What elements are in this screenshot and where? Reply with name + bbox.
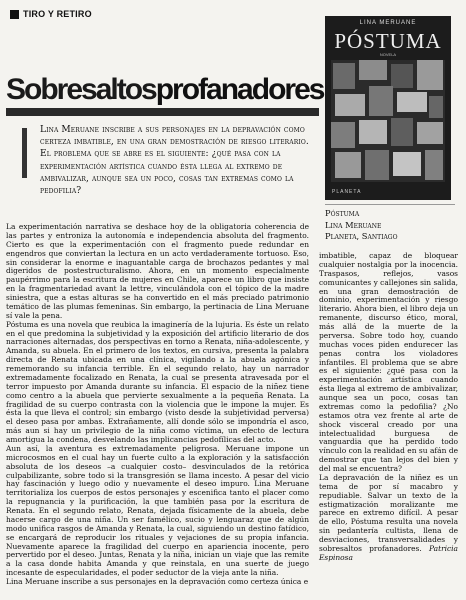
body-column-left — [6, 223, 309, 587]
book-cover — [325, 16, 451, 200]
body-column-right — [319, 252, 458, 563]
cover-title: PÓSTUMA — [334, 29, 442, 53]
section-label: TIRO Y RETIRO — [23, 9, 92, 19]
section-marker-icon — [10, 10, 19, 19]
lead-paragraph: Lina Meruane inscribe a sus personajes en la depravación como certeza imbatible, en una gran demostración de riesgo literario. El problema que se abre es el siguiente: ¿qué pasa con la experimentación artística cuando ésta llega al extremo de ambivalizar, aunque sea un poco, cosas tan extremas como la pedofilia? — [40, 125, 309, 197]
author-byline: Patricia Espinosa — [319, 543, 458, 562]
caption-author: Lina Meruane — [325, 219, 382, 230]
caption-publisher: Planeta, Santiago — [325, 231, 398, 241]
title-rule — [6, 108, 319, 116]
cover-publisher: PLANETA — [332, 189, 362, 195]
title-part-2: profanadores — [155, 73, 324, 106]
article-title — [6, 75, 323, 105]
body-paragraph: La experimentación narrativa se deshace hoy de la obligatoria coherencia de las partes y entroniza la autonomía e independencia absoluta del fragmento. Cierto es que la experimentación con el fragmento puede redundar en engendros que conviertan la lectura en un acto verdaderamente tortuoso. Eso, sin considerar la enorme e inaguantable carga de brochazos pedantes y mal digeridos de postestructuralismo. Ahora, en un momento especialmente paupérrimo para la escritura de mujeres en Chile, aparece un libro que insiste en la fragmentariedad avant la lettre, vinculándola con el tópico de la madre siniestra, que a estas alturas se ha convertido en el más preciado patrimonio temático de las plumas femeninas. Sin embargo, la pertinacia de Lina Meruane sí vale la pena. — [6, 222, 309, 320]
lead-bar — [22, 128, 27, 178]
body-paragraph-text: La depravación de la niñez es un tema de por sí macabro y repudiable. Salvar un texto de la estigmatización moralizante me parece en extremo difícil. A pesar de ello, Póstuma resulta una novela sin pedantería cultista, llena de desviaciones, transversalidades y sobresaltos profanadores. — [319, 472, 458, 553]
body-paragraph — [319, 474, 458, 563]
cover-author: LINA MERUANE — [359, 20, 417, 26]
body-paragraph: Aun así, la aventura es extremadamente peligrosa. Meruane impone un microcosmos en el cual hay un fuerte culto a la exploración y la satisfacción absoluta de los deseos –a cualquier costo– desvinculados de la retórica culpabilizante, sobre todo si la transgresión se llama incesto. A pesar del vicio hay fascinación y luego odio y nuevamente el deseo impuro. Lina Meruane territorializa los cuerpos de estos personajes y escenifica tanto el placer como la repugnancia y la purificación, la que también pasa por la escritura de Renata. En el segundo relato, Renata, dejada físicamente de la abuela, debe hacerse cargo de una niña. Un ser famélico, sucio y lenguaraz que de algún modo unifica rasgos de Amanda y Renata, la cual, siguiendo un destino fatídico, se encargará de reproducir los rituales y vejaciones de su propia infancia. Nuevamente aparece la fragilidad del cuerpo en apariencia inocente, pero pervertido por el deseo. Juntas, Renata y la niña, inician un viaje que las remite a la casa donde habita Amanda y que reinstala, en una suerte de juego incesante de especularidades, el poder seductor de la vieja ante la niña. — [6, 443, 309, 578]
body-paragraph: Lina Meruane inscribe a sus personajes en la depravación como certeza única e — [6, 577, 309, 586]
section-header — [10, 9, 92, 19]
title-part-1: Sobresaltos — [6, 73, 156, 106]
body-paragraph: imbatible, capaz de bloquear cualquier nostalgia por la inocencia. Traspasos, reflejos, vasos comunicantes y callejones sin salida, en una gran demostración de dominio, experimentación y riesgo literario. Ahora bien, el libro deja un remanente, discurso ético, moral, más allá de la muerte de la perversa. Sobre todo hoy, cuando muchas voces piden endurecer las penas contra los violadores infantiles. El problema que se abre es el siguiente: ¿qué pasa con la experimentación artística cuando ésta llega al extremo de ambivalizar, aunque sea un poco, cosas tan extremas como la pedofilia? ¿No estamos otra vez frente al arte de shock visceral creado por una intelectualidad burguesa de vanguardia que ha perdido todo vínculo con la realidad en su afán de demostrar que tan lejos del bien y del mal se encuentra? — [319, 251, 459, 473]
caption-title: Póstuma — [325, 208, 360, 218]
body-paragraph: Póstuma es una novela que reubica la imaginería de la lujuria. Es éste un relato en el que predomina la subjetividad y la exposición del artificio literario de dos narraciones alternadas, dos perspectivas en torno a Renata, niña-adolescente, y Amanda, su abuela. En el primero de los textos, en cursiva, presenta la palabra directa de Renata ubicada en una clínica, vigilando a la abuela agónica y rememorando su infancia terrible. En el segundo relato, hay un narrador extremadamente focalizado en Renata, la cual se presenta atravesada por el terror impuesto por Amanda durante su infancia. El espacio de la niñez tiene como centro a la abuela que pervierte sexualmente a la pequeña Renata. La fragilidad de su cuerpo contrasta con la violencia que le impone la mujer. Es ésta la que lleva el control; sin embargo (visto desde la subjetividad perversa) el deseo pasa por ambas. Extrañamente, allí donde sólo se impondría el asco, más aun si hay un privilegio de la niña como víctima, un efecto de lectura amortigua la condena, desvelando las implicancias pedofílicas del acto. — [6, 319, 309, 444]
book-caption — [325, 204, 455, 243]
cover-photo-collage — [331, 60, 445, 182]
cover-subtitle: NOVELA — [379, 52, 397, 57]
